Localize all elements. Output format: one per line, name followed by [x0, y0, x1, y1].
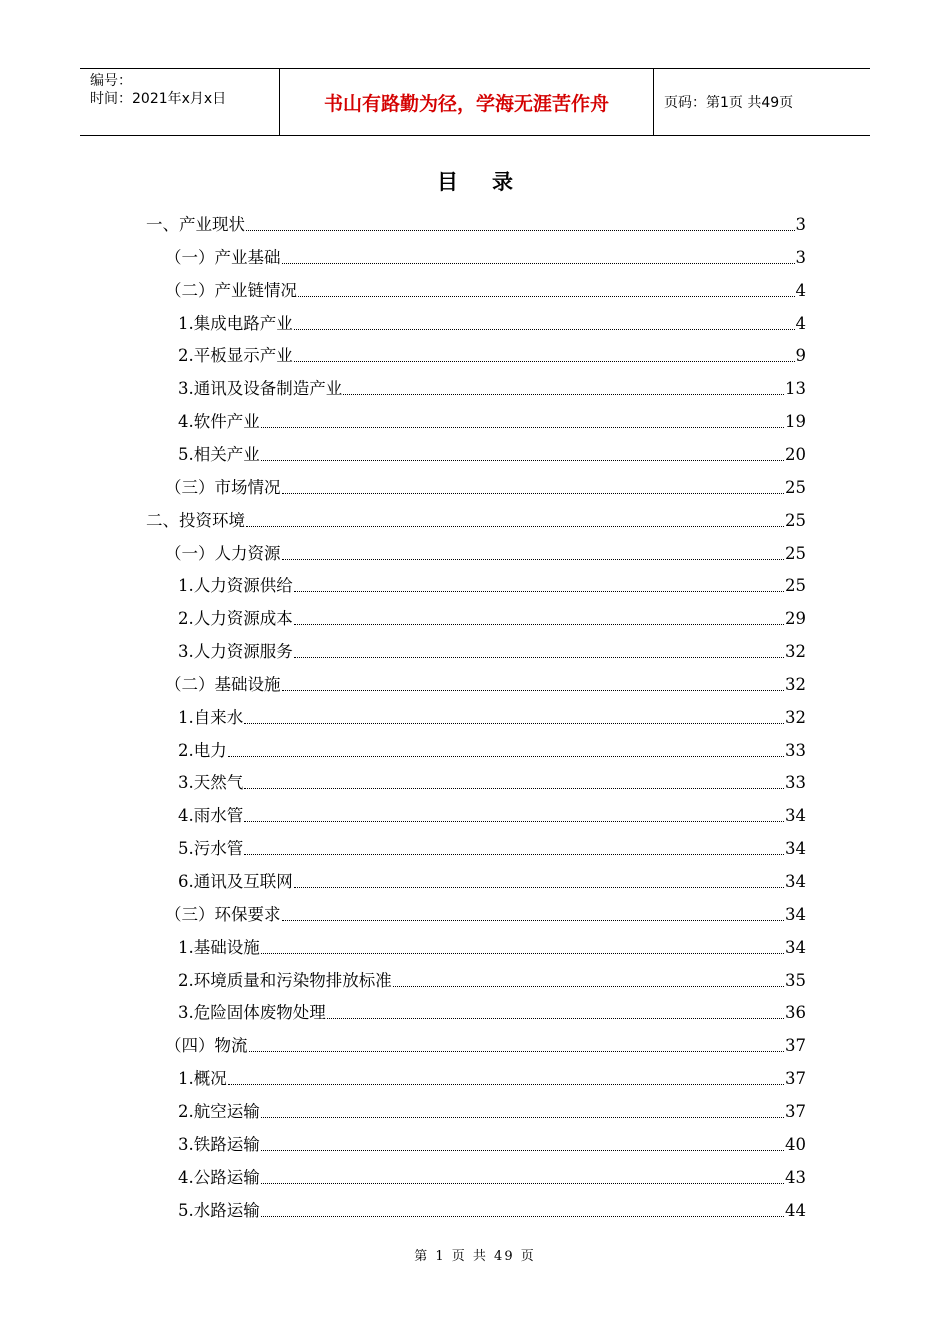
- toc-entry-page: 3: [795, 247, 806, 267]
- toc-entry-label: 3.铁路运输: [178, 1134, 260, 1154]
- toc-entry[interactable]: [178, 403, 806, 433]
- toc-entry[interactable]: [178, 994, 806, 1024]
- toc-entry-page: 43: [785, 1167, 806, 1187]
- toc-leader-dots: [393, 986, 784, 987]
- toc-entry[interactable]: [178, 567, 806, 597]
- toc-leader-dots: [294, 591, 784, 592]
- toc-entry[interactable]: [178, 830, 806, 860]
- toc-entry-page: 4: [795, 280, 806, 300]
- document-number-label: 编号：: [90, 73, 132, 89]
- toc-entry[interactable]: [178, 797, 806, 827]
- toc-entry[interactable]: [178, 1093, 806, 1123]
- toc-entry-page: 44: [785, 1200, 806, 1220]
- toc-entry[interactable]: [178, 732, 806, 762]
- toc-entry[interactable]: [146, 502, 806, 532]
- toc-entry-page: 32: [785, 707, 806, 727]
- page-footer: 第 1 页 共 49 页: [414, 1249, 536, 1264]
- toc-entry-page: 33: [785, 740, 806, 760]
- toc-leader-dots: [261, 1150, 784, 1151]
- toc-entry-page: 34: [785, 839, 806, 859]
- toc-entry-label: 1.基础设施: [178, 937, 260, 957]
- toc-entry-label: 1.人力资源供给: [178, 576, 293, 596]
- toc-leader-dots: [228, 1084, 784, 1085]
- toc-entry[interactable]: [178, 633, 806, 663]
- toc-entry-label: 2.航空运输: [178, 1101, 260, 1121]
- toc-entry-label: 1.概况: [178, 1069, 227, 1089]
- toc-leader-dots: [244, 788, 784, 789]
- toc-entry[interactable]: [165, 535, 806, 565]
- toc-entry[interactable]: [178, 337, 806, 367]
- toc-entry-label: （四）物流: [165, 1036, 248, 1056]
- header-meta: [80, 69, 280, 135]
- toc-entry[interactable]: [165, 666, 806, 696]
- toc-entry[interactable]: [178, 1159, 806, 1189]
- toc-entry-label: 2.电力: [178, 740, 227, 760]
- toc-leader-dots: [261, 1183, 784, 1184]
- toc-entry-page: 32: [785, 674, 806, 694]
- toc-entry-label: 3.天然气: [178, 773, 244, 793]
- header-page-indicator: 页码：第1页 共49页: [664, 95, 794, 111]
- toc-entry-label: 1.集成电路产业: [178, 313, 293, 333]
- toc-entry[interactable]: [178, 1060, 806, 1090]
- toc-entry[interactable]: [178, 370, 806, 400]
- toc-entry[interactable]: [165, 272, 806, 302]
- toc-entry[interactable]: [146, 206, 806, 236]
- toc-entry-page: 37: [785, 1036, 806, 1056]
- toc-leader-dots: [249, 1051, 785, 1052]
- toc-entry-label: （三）环保要求: [165, 904, 281, 924]
- document-time-label: 时间：2021年x月x日: [90, 91, 227, 107]
- toc-entry-page: 34: [785, 872, 806, 891]
- toc-entry-label: 6.通讯及互联网: [178, 872, 293, 891]
- toc-leader-dots: [228, 756, 784, 757]
- toc-leader-dots: [282, 559, 785, 560]
- toc-entry-label: （一）产业基础: [165, 247, 281, 267]
- toc-entry[interactable]: [178, 699, 806, 729]
- toc-entry-label: 4.雨水管: [178, 806, 244, 826]
- toc-leader-dots: [244, 854, 784, 855]
- toc-leader-dots: [244, 723, 784, 724]
- toc-entry[interactable]: [165, 896, 806, 926]
- toc-leader-dots: [261, 427, 784, 428]
- toc-entry-label: 5.相关产业: [178, 444, 260, 464]
- toc-entry[interactable]: [165, 1027, 806, 1057]
- toc-leader-dots: [294, 624, 784, 625]
- toc-entry[interactable]: [178, 1126, 806, 1156]
- toc-entry-label: 一、产业现状: [146, 215, 245, 234]
- toc-leader-dots: [244, 821, 784, 822]
- toc-leader-dots: [282, 920, 785, 921]
- toc-entry[interactable]: [178, 1192, 806, 1222]
- toc-entry-label: （三）市场情况: [165, 477, 281, 497]
- toc-entry-page: 34: [785, 937, 806, 957]
- toc-leader-dots: [294, 361, 795, 362]
- toc-entry-page: 19: [785, 412, 806, 432]
- toc-entry[interactable]: [165, 239, 806, 269]
- toc-entry[interactable]: [165, 469, 806, 499]
- page-header: [80, 68, 870, 136]
- toc-entry-page: 33: [785, 773, 806, 793]
- toc-leader-dots: [261, 1216, 784, 1217]
- toc-entry[interactable]: [178, 436, 806, 466]
- toc-entry-page: 34: [785, 904, 806, 924]
- toc-leader-dots: [246, 526, 784, 527]
- toc-leader-dots: [246, 230, 795, 231]
- header-motto: 书山有路勤为径，学海无涯苦作舟: [280, 69, 654, 135]
- toc-entry-page: 35: [785, 970, 806, 990]
- toc-entry-label: 1.自来水: [178, 707, 244, 727]
- toc-leader-dots: [294, 887, 784, 888]
- toc-leader-dots: [261, 460, 784, 461]
- toc-entry-label: 4.公路运输: [178, 1167, 260, 1187]
- toc-leader-dots: [261, 1117, 784, 1118]
- toc-entry-page: 32: [785, 642, 806, 662]
- toc-entry-page: 13: [785, 379, 806, 399]
- toc-entry-page: 25: [785, 576, 806, 596]
- toc-entry-page: 25: [785, 543, 806, 563]
- toc-entry-page: 25: [785, 477, 806, 497]
- toc-entry-page: 29: [785, 609, 806, 629]
- toc-entry-label: 5.污水管: [178, 839, 244, 859]
- toc-entry[interactable]: [178, 962, 806, 992]
- toc-entry-page: 34: [785, 806, 806, 826]
- toc-leader-dots: [343, 394, 784, 395]
- toc-entry[interactable]: [178, 764, 806, 794]
- toc-entry-label: 3.人力资源服务: [178, 642, 293, 662]
- toc-entry-label: 2.人力资源成本: [178, 609, 293, 629]
- toc-title: 目录: [437, 169, 547, 194]
- toc-leader-dots: [282, 493, 785, 494]
- toc-entry-page: 25: [785, 510, 806, 530]
- toc-entry-page: 4: [795, 313, 806, 333]
- toc-leader-dots: [282, 263, 795, 264]
- toc-entry-label: 2.环境质量和污染物排放标准: [178, 970, 392, 990]
- toc-entry-page: 37: [785, 1101, 806, 1121]
- toc-entry-label: （二）产业链情况: [165, 280, 297, 300]
- toc-entry-label: （二）基础设施: [165, 674, 281, 694]
- toc-leader-dots: [294, 657, 784, 658]
- toc-entry-label: 2.平板显示产业: [178, 346, 293, 366]
- toc-entry[interactable]: [178, 600, 806, 630]
- toc-entry[interactable]: [178, 863, 806, 893]
- toc-entry-page: 40: [785, 1134, 806, 1154]
- toc-entry-label: 二、投资环境: [146, 510, 245, 530]
- toc-leader-dots: [282, 690, 785, 691]
- toc-entry-label: 4.软件产业: [178, 412, 260, 432]
- toc-leader-dots: [261, 953, 784, 954]
- toc-leader-dots: [298, 296, 795, 297]
- toc-entry-label: （一）人力资源: [165, 543, 281, 563]
- toc-leader-dots: [327, 1018, 784, 1019]
- toc-entry-page: 37: [785, 1069, 806, 1089]
- toc-entry-label: 5.水路运输: [178, 1200, 260, 1220]
- toc-entry-page: 3: [795, 215, 806, 234]
- toc-entry-page: 20: [785, 444, 806, 464]
- toc-entry-page: 36: [785, 1003, 806, 1023]
- toc-entry-label: 3.通讯及设备制造产业: [178, 379, 343, 399]
- toc-entry-page: 9: [795, 346, 806, 366]
- toc-entry-label: 3.危险固体废物处理: [178, 1003, 326, 1023]
- toc-entry[interactable]: [178, 305, 806, 335]
- toc-entry[interactable]: [178, 929, 806, 959]
- toc-leader-dots: [294, 329, 795, 330]
